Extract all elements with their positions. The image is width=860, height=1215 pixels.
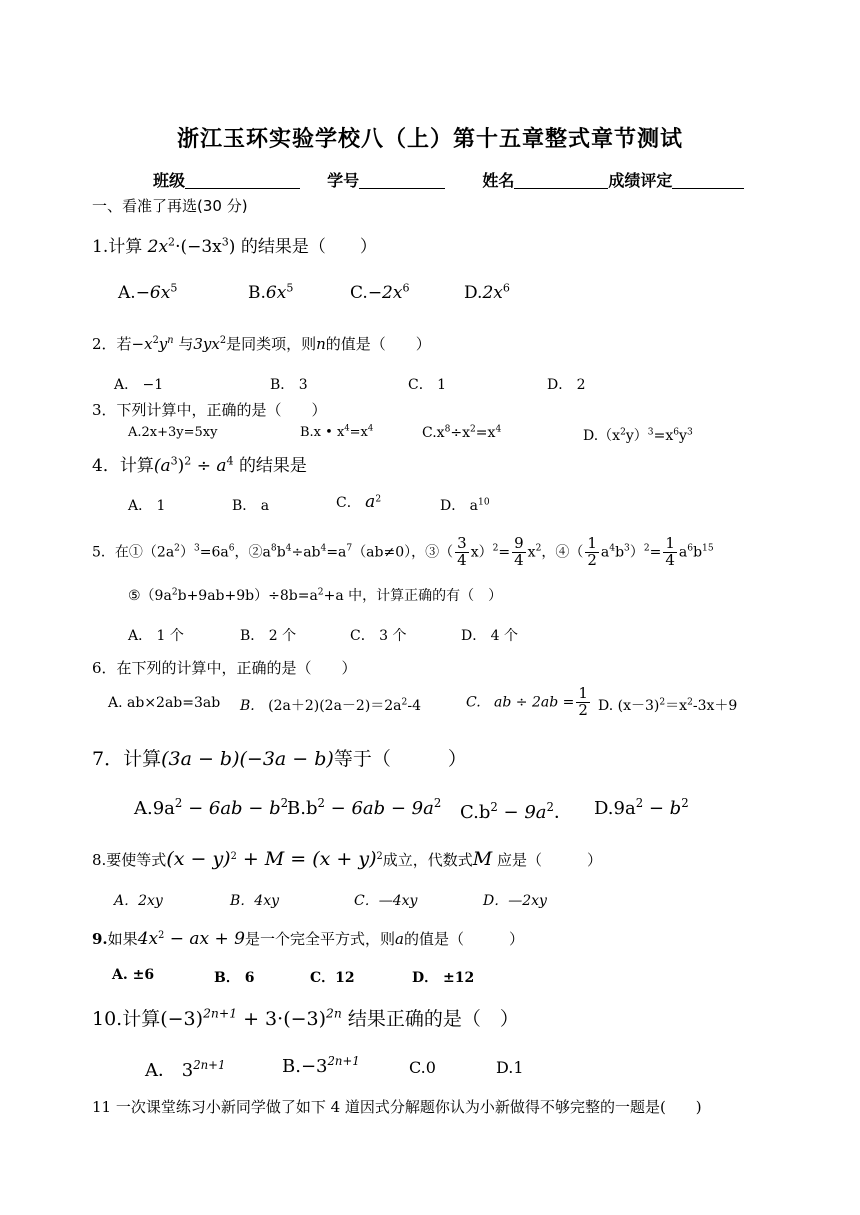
q10-prefix: 10.计算: [92, 1008, 161, 1030]
q3-option-d[interactable]: [583, 425, 693, 445]
q3-option-a[interactable]: A.2x+3y=5xy: [128, 425, 218, 440]
score-blank[interactable]: [672, 172, 744, 189]
q7-expr: (3a − b)(−3a − b): [161, 748, 334, 770]
q9-text-b: 是一个完全平方式，则: [244, 930, 395, 948]
q2-term-y: y: [158, 335, 168, 353]
q1-prefix: 1.计算: [92, 237, 143, 257]
q10-option-d[interactable]: D.1: [496, 1058, 524, 1077]
question-11: 11 一次课堂练习小新同学做了如下 4 道因式分解题你认为小新做得不够完整的一题是( ): [92, 1098, 702, 1116]
q8-option-b[interactable]: B．4xy: [230, 893, 279, 909]
q6-option-c[interactable]: [466, 686, 592, 719]
q5-exp: 6: [687, 543, 694, 554]
opt-exp: 2: [490, 800, 498, 814]
q6-option-b[interactable]: [240, 695, 421, 715]
question-3: 3．下列计算中，正确的是（ ）: [92, 401, 327, 419]
q4-option-b[interactable]: B． a: [232, 498, 270, 514]
opt-exp: 4: [495, 424, 502, 435]
q2-exp: 2: [152, 335, 159, 346]
option-exp: 6: [402, 281, 410, 295]
q5-part: x）: [470, 544, 493, 561]
question-2: [92, 333, 431, 354]
opt-part: B.b: [287, 798, 318, 819]
opt-exp: 2: [546, 800, 554, 814]
q2-suffix-a: 是同类项，则: [226, 335, 317, 353]
opt-exp: 2: [174, 796, 183, 810]
q8-option-c[interactable]: C．—4xy: [354, 893, 418, 909]
opt-exp: 2: [635, 796, 644, 810]
q5-exp: 3: [624, 543, 630, 554]
opt-label: B.: [240, 698, 255, 714]
q5-option-d[interactable]: D． 4 个: [461, 628, 519, 644]
student-info-row: [153, 168, 744, 191]
q9-expr: 4x: [137, 929, 159, 949]
opt-part: =x: [349, 425, 368, 440]
q8-prefix: 8.要使等式: [92, 851, 167, 869]
score-label: 成绩评定: [608, 171, 673, 190]
q1-suffix: 的结果是（ ）: [240, 237, 377, 257]
q5-part: b: [693, 544, 703, 561]
q1-term-b: ·(−3x: [175, 237, 222, 257]
opt-value: −3: [300, 1056, 328, 1077]
q2-option-b[interactable]: B． 3: [270, 377, 308, 393]
q6-option-d[interactable]: [598, 695, 737, 715]
opt-var: a: [365, 492, 376, 512]
q7-option-a[interactable]: [134, 798, 288, 819]
q5-option-b[interactable]: B． 2 个: [240, 628, 297, 644]
opt-exp: 2: [375, 494, 382, 505]
opt-part: D.9a: [594, 798, 636, 819]
q2-term-2: 3yx: [193, 335, 220, 353]
name-blank[interactable]: [514, 172, 608, 189]
q2-option-a[interactable]: A． −1: [114, 377, 164, 393]
q5-exp: 2: [174, 543, 180, 554]
frac-den: 4: [665, 550, 675, 569]
option-label: C.: [350, 283, 368, 303]
opt-exp: 2: [620, 427, 626, 438]
opt-label: B.: [282, 1056, 301, 1077]
option-exp: 6: [502, 281, 510, 295]
q2-var: n: [316, 335, 326, 353]
question-8: [92, 848, 602, 870]
opt-part: D. (x－3): [598, 698, 660, 714]
question-5-line-1: [92, 536, 714, 569]
q4-option-a[interactable]: A． 1: [128, 498, 166, 514]
option-exp: 5: [170, 281, 178, 295]
q10-expr: (−3): [160, 1008, 204, 1030]
option-label: B.: [248, 283, 266, 303]
question-6: 6．在下列的计算中，正确的是（ ）: [92, 659, 357, 677]
opt-part: ÷x: [450, 425, 470, 441]
number-label: 学号: [327, 171, 360, 190]
q2-suffix-b: 的值是（ ）: [325, 335, 431, 353]
opt-label: D． a: [440, 498, 479, 514]
q1-exp: 2: [168, 235, 176, 249]
opt-part: y: [679, 428, 687, 444]
q9-exp: 2: [158, 930, 165, 941]
class-label: 班级: [153, 171, 186, 190]
question-4: [92, 451, 307, 476]
q5-part: =: [498, 544, 511, 561]
q5-part: （ab≠0），③（: [352, 544, 454, 561]
q10-option-b[interactable]: [282, 1056, 360, 1077]
q9-number: 9.: [92, 930, 108, 948]
q2-term: −x: [131, 335, 153, 353]
opt-exp: 4: [367, 422, 374, 433]
q4-option-d[interactable]: [440, 495, 490, 515]
option-exp: 5: [286, 281, 294, 295]
q5-part: =a: [326, 544, 347, 561]
q5-part: 5．在①（2a: [92, 544, 175, 561]
opt-part: C.x: [422, 425, 445, 441]
q9-var: a: [394, 930, 404, 948]
q4-exp: 3: [170, 454, 178, 468]
question-5-line-2: [128, 585, 502, 605]
opt-part: ．: [553, 802, 572, 823]
frac-den: 4: [514, 550, 524, 569]
q7-option-d[interactable]: [594, 798, 689, 819]
name-label: 姓名: [482, 171, 515, 190]
frac-num: 1: [587, 534, 597, 552]
q8-expr: (x − y): [166, 848, 231, 870]
frac-num: 1: [665, 534, 675, 552]
q4-suffix: 的结果是: [238, 456, 307, 476]
q4-prefix: 4．计算: [92, 456, 154, 476]
opt-part: A.9a: [134, 798, 175, 819]
q1-exp-b: 3: [221, 235, 229, 249]
q4-expr: (a: [153, 456, 171, 476]
q5-part: b: [615, 544, 625, 561]
q4-option-c[interactable]: [336, 492, 381, 512]
opt-part: =x: [653, 428, 674, 444]
q5-part: ⑤（9a: [128, 588, 172, 604]
fraction-3-4: [455, 536, 469, 569]
opt-exp: 2: [401, 697, 408, 708]
q5-part: ）: [179, 544, 194, 561]
q5-exp: 2: [643, 543, 650, 554]
opt-exp: 2: [317, 796, 325, 810]
opt-label: C.: [466, 694, 481, 711]
opt-part: ab ÷ 2ab =: [494, 694, 575, 711]
q10-option-a[interactable]: [145, 1056, 225, 1082]
option-value: −6x: [135, 283, 171, 303]
question-1: [92, 232, 377, 257]
q2-prefix: 2．若: [92, 335, 132, 353]
question-10: [92, 1004, 519, 1031]
q5-part: ，④（: [541, 544, 584, 561]
number-blank[interactable]: [359, 172, 445, 189]
opt-part: (2a＋2)(2a－2)＝2a: [268, 698, 402, 714]
q5-exp: 8: [270, 543, 277, 554]
q1-option-a[interactable]: [118, 283, 177, 303]
q8-expr-b: + M = (x + y): [236, 848, 377, 870]
q4-exp-3: 4: [226, 454, 234, 468]
q5-option-c[interactable]: C． 3 个: [350, 628, 407, 644]
frac-num: 9: [514, 534, 524, 552]
q5-part: =: [649, 544, 662, 561]
opt-part: -4: [407, 698, 421, 714]
section-heading: 一、看准了再选(30 分): [92, 197, 248, 215]
opt-exp: 2: [280, 796, 289, 810]
q5-part: a: [600, 544, 610, 561]
q4-expr-c: ÷ a: [191, 456, 227, 476]
q5-exp: 2: [492, 543, 499, 554]
q1-option-b[interactable]: [248, 283, 293, 303]
opt-part: − 9a: [497, 802, 547, 823]
opt-part: D.（x: [583, 428, 621, 444]
opt-exp: 3: [686, 427, 693, 438]
option-value: 2x: [482, 283, 503, 303]
q5-part: +a 中，计算正确的有（ ）: [323, 588, 503, 604]
q2-exp-2: 2: [219, 335, 227, 346]
q5-part: b: [276, 544, 286, 561]
q7-option-c[interactable]: [460, 798, 572, 824]
q5-exp: 2: [171, 587, 178, 598]
q7-prefix: 7．计算: [92, 748, 162, 770]
opt-part: =x: [475, 425, 496, 441]
class-blank[interactable]: [185, 172, 300, 189]
frac-den: 4: [457, 550, 467, 569]
q5-part: =6a: [199, 544, 229, 561]
opt-label: C．: [336, 495, 361, 511]
q6-option-a[interactable]: A. ab×2ab=3ab: [108, 695, 221, 711]
q5-option-a[interactable]: A． 1 个: [128, 628, 184, 644]
q8-exp: 2: [230, 851, 237, 862]
option-value: 6x: [265, 283, 287, 303]
opt-exp: 10: [478, 497, 490, 508]
q1-close: ): [228, 237, 236, 257]
opt-exp: 2: [433, 796, 442, 810]
q9-option-a[interactable]: A. ±6: [112, 967, 155, 983]
q2-option-c[interactable]: C． 1: [408, 377, 447, 393]
opt-exp: 2: [681, 796, 689, 810]
opt-exp: 2: [659, 697, 666, 708]
q5-exp: 2: [535, 543, 542, 554]
q5-exp: 3: [193, 543, 200, 554]
opt-exp: 2: [687, 697, 693, 708]
opt-exp: 6: [673, 427, 680, 438]
q5-exp: 4: [285, 543, 292, 554]
q8-exp-2: 2: [376, 851, 383, 862]
q5-exp: 4: [320, 543, 327, 554]
frac-num: 1: [578, 684, 588, 702]
q5-exp: 15: [702, 543, 714, 554]
q2-mid: 与: [178, 335, 194, 353]
q5-exp: 6: [228, 543, 235, 554]
q4-expr-b: ): [177, 456, 185, 476]
q5-part: ）: [629, 544, 644, 561]
q5-part: x: [527, 544, 536, 561]
q8-option-d[interactable]: D．—2xy: [483, 893, 547, 909]
fraction-9-4: [512, 536, 526, 569]
option-label: D.: [464, 283, 483, 303]
q5-part: b+9ab+9b）÷8b=a: [177, 588, 318, 604]
opt-part: − 6ab − 9a: [324, 798, 434, 819]
frac-den: 2: [587, 550, 597, 569]
q8-suffix-b: 应是（ ）: [497, 851, 603, 869]
opt-part: C.b: [460, 802, 491, 823]
opt-exp: 3: [647, 427, 654, 438]
q9-text-c: 的值是（ ）: [403, 930, 524, 948]
q8-var: M: [472, 848, 493, 870]
opt-exp: 4: [344, 422, 350, 433]
opt-part: ＝x: [665, 698, 688, 714]
opt-exp: 2: [470, 424, 476, 435]
q5-exp: 2: [317, 587, 324, 598]
opt-part: y）: [625, 428, 648, 444]
q7-suffix: 等于（ ）: [333, 748, 467, 770]
opt-part: − 6ab − b: [182, 798, 281, 819]
opt-part: B.x • x: [300, 425, 345, 440]
q2-option-d[interactable]: D． 2: [547, 377, 586, 393]
opt-exp: 2n+1: [327, 1054, 360, 1068]
q9-expr-b: − ax + 9: [164, 929, 245, 949]
q10-exp-2: 2n: [326, 1006, 342, 1021]
q9-option-c[interactable]: C．12: [310, 970, 355, 986]
q5-part: ，②a: [234, 544, 271, 561]
q7-option-b[interactable]: [287, 798, 441, 819]
opt-label: A．: [145, 1060, 176, 1081]
fraction-1-2: [585, 536, 599, 569]
fraction-1-2: [576, 686, 590, 719]
q9-option-b[interactable]: B． 6: [214, 970, 255, 986]
opt-exp: 8: [444, 424, 451, 435]
q8-suffix-a: 成立，代数式: [382, 851, 473, 869]
q5-exp: 4: [609, 543, 616, 554]
q3-option-b[interactable]: [300, 422, 374, 440]
q5-part: a: [678, 544, 688, 561]
option-label: A.: [118, 283, 136, 303]
q1-option-c[interactable]: [350, 283, 410, 303]
q5-part: ÷ab: [291, 544, 321, 561]
opt-part: -3x＋9: [692, 698, 738, 714]
q4-exp-2: 2: [184, 454, 192, 468]
q5-exp: 7: [346, 543, 353, 554]
question-9: [92, 928, 524, 949]
q10-exp: 2n+1: [203, 1006, 238, 1021]
q1-option-d[interactable]: [464, 283, 510, 303]
question-7: [92, 744, 467, 771]
q1-term: 2x: [147, 237, 169, 257]
opt-part: − b: [643, 798, 682, 819]
q9-text-a: 如果: [107, 930, 138, 948]
frac-den: 2: [578, 700, 588, 719]
q10-option-c[interactable]: C.0: [409, 1058, 436, 1077]
fraction-1-4: [663, 536, 677, 569]
option-value: −2x: [367, 283, 403, 303]
page-title: 浙江玉环实验学校八（上）第十五章整式章节测试: [176, 127, 683, 152]
frac-num: 3: [457, 534, 467, 552]
opt-value: 3: [181, 1060, 194, 1081]
q8-option-a[interactable]: A．2xy: [114, 893, 163, 909]
q9-option-d[interactable]: D． ±12: [412, 970, 475, 986]
q2-exp-n: n: [167, 335, 174, 346]
q10-expr-b: + 3·(−3): [237, 1008, 327, 1030]
opt-exp: 2n+1: [193, 1058, 226, 1072]
q10-suffix: 结果正确的是（ ）: [347, 1008, 519, 1030]
q3-option-c[interactable]: [422, 425, 501, 441]
